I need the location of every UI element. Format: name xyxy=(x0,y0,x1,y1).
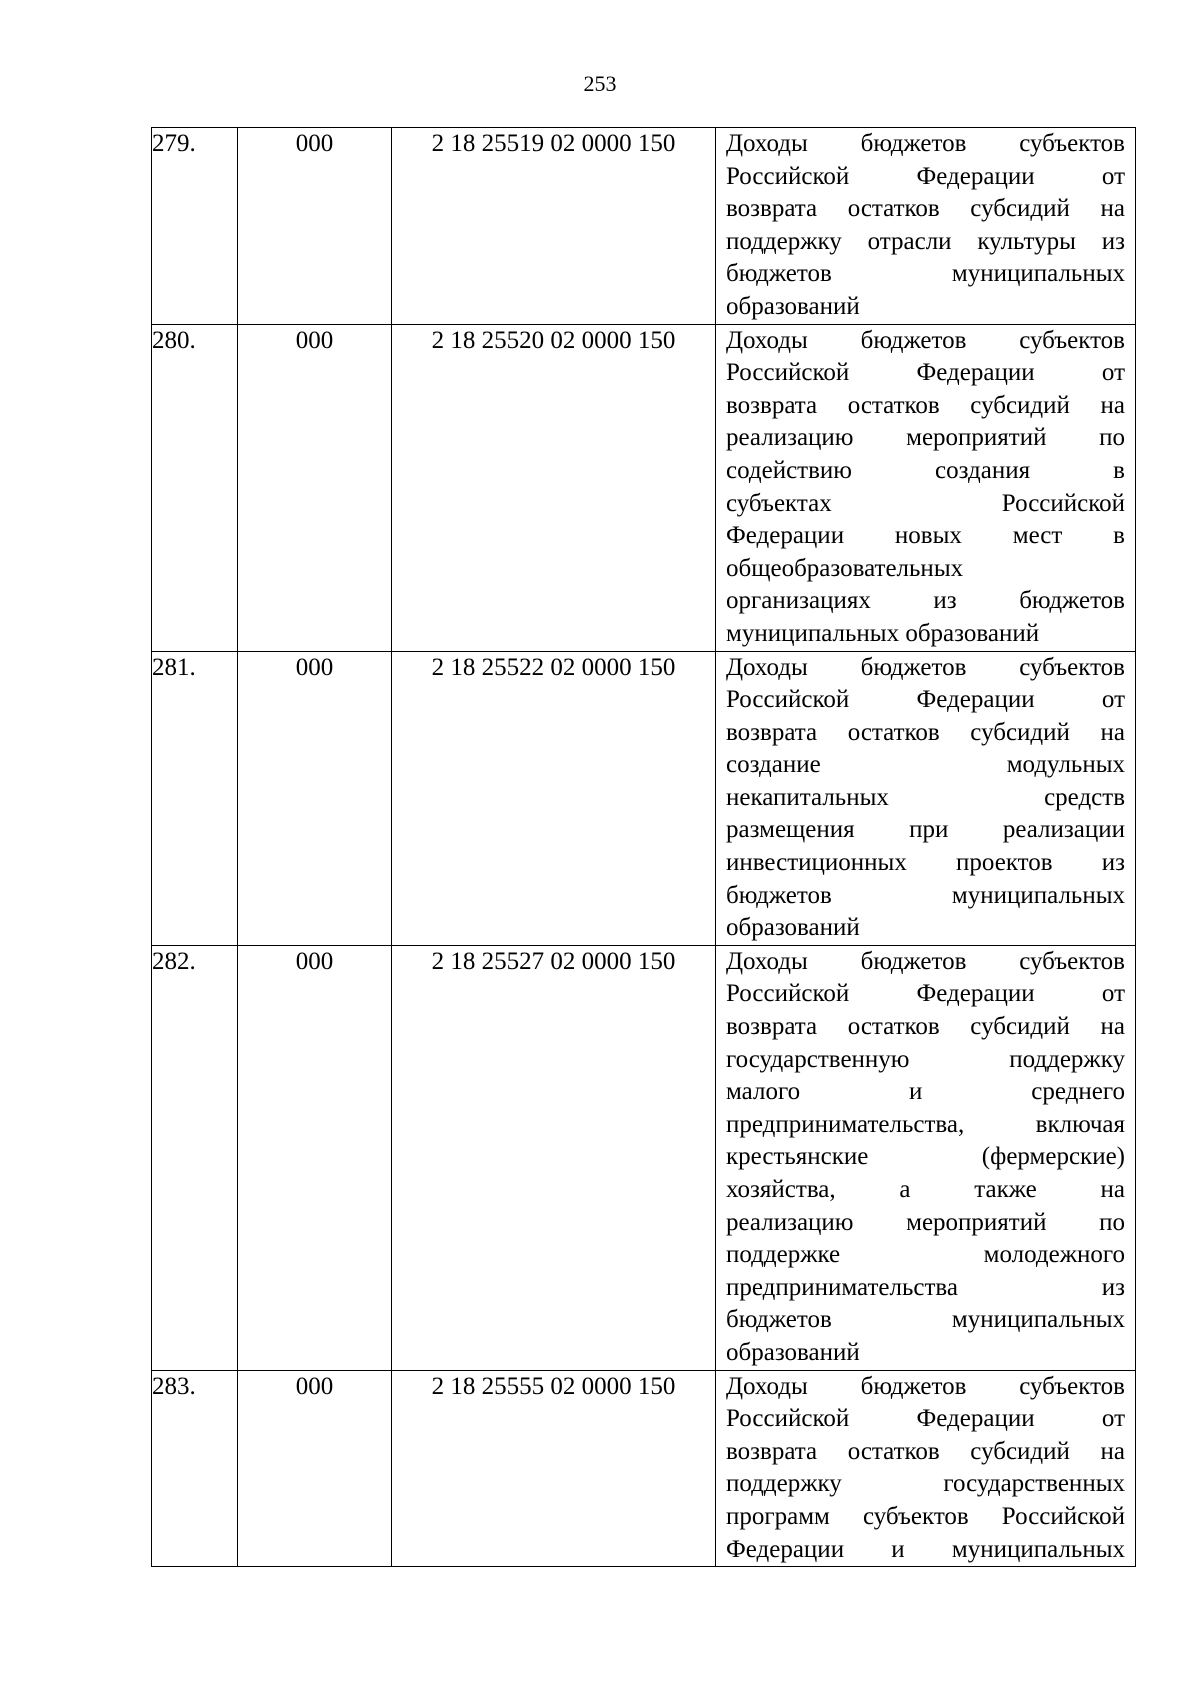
description-line: бюджетов муниципальных xyxy=(726,881,1125,909)
description-line: Доходы бюджетов субъектов xyxy=(726,326,1125,354)
description-line: предпринимательства, включая xyxy=(726,1110,1125,1138)
description-line: поддержку государственных xyxy=(726,1470,1125,1498)
description-line: Федерации и муниципальных xyxy=(726,1535,1125,1563)
description-line: размещения при реализации xyxy=(726,816,1125,844)
description-line: муниципальных образований xyxy=(726,619,1040,647)
table-row xyxy=(152,945,1136,1370)
description-line: образований xyxy=(726,1338,860,1366)
description-line: Доходы бюджетов субъектов xyxy=(726,947,1125,975)
description-line: бюджетов муниципальных xyxy=(726,260,1125,288)
page-number: 253 xyxy=(583,71,617,96)
description-line: бюджетов муниципальных xyxy=(726,1306,1125,1334)
table-row xyxy=(152,324,1136,651)
administrator-code: 000 xyxy=(238,128,392,325)
description-line: образований xyxy=(726,914,860,942)
row-number: 282. xyxy=(152,945,238,1370)
description-line: поддержке молодежного xyxy=(726,1241,1125,1269)
income-description xyxy=(716,945,1136,1370)
description-lines xyxy=(726,946,1125,1370)
row-number: 280. xyxy=(152,324,238,651)
description-line: поддержку отрасли культуры из xyxy=(726,227,1125,255)
budget-classification-code: 2 18 25555 02 0000 150 xyxy=(392,1370,716,1566)
description-lines xyxy=(726,1371,1125,1566)
description-line: субъектах Российской xyxy=(726,489,1125,517)
description-line: малого и среднего xyxy=(726,1078,1125,1106)
description-line: некапитальных средств xyxy=(726,783,1125,811)
description-line: общеобразовательных xyxy=(726,554,964,582)
description-line: возврата остатков субсидий на xyxy=(726,195,1125,223)
description-line: хозяйства, а также на xyxy=(726,1176,1125,1203)
income-description xyxy=(716,324,1136,651)
description-lines xyxy=(726,325,1125,651)
description-line: Доходы бюджетов субъектов xyxy=(726,130,1125,157)
description-line: Российской Федерации от xyxy=(726,1405,1125,1433)
description-line: инвестиционных проектов из xyxy=(726,849,1125,877)
table-row xyxy=(152,1370,1136,1566)
description-line: возврата остатков субсидий на xyxy=(726,1437,1125,1465)
income-description xyxy=(716,1370,1136,1566)
budget-classification-code: 2 18 25522 02 0000 150 xyxy=(392,651,716,945)
row-number: 279. xyxy=(152,128,238,325)
description-line: Доходы бюджетов субъектов xyxy=(726,1372,1125,1400)
administrator-code: 000 xyxy=(238,324,392,651)
row-number: 283. xyxy=(152,1370,238,1566)
budget-classification-code: 2 18 25527 02 0000 150 xyxy=(392,945,716,1370)
description-line: возврата остатков субсидий на xyxy=(726,391,1125,419)
description-line: Российской Федерации от xyxy=(726,359,1125,387)
budget-codes-table xyxy=(151,127,1136,1567)
description-line: Российской Федерации от xyxy=(726,162,1125,190)
description-line: Доходы бюджетов субъектов xyxy=(726,653,1125,681)
description-lines xyxy=(726,652,1125,945)
description-line: Российской Федерации от xyxy=(726,686,1125,714)
budget-classification-code: 2 18 25520 02 0000 150 xyxy=(392,324,716,651)
description-line: Федерации новых мест в xyxy=(726,522,1125,550)
description-line: возврата остатков субсидий на xyxy=(726,718,1125,746)
budget-classification-code: 2 18 25519 02 0000 150 xyxy=(392,128,716,325)
row-number: 281. xyxy=(152,651,238,945)
administrator-code: 000 xyxy=(238,1370,392,1566)
description-line: программ субъектов Российской xyxy=(726,1502,1125,1530)
income-description xyxy=(716,128,1136,325)
administrator-code: 000 xyxy=(238,945,392,1370)
table-row xyxy=(152,128,1136,325)
description-line: образований xyxy=(726,292,860,320)
description-line: организациях из бюджетов xyxy=(726,587,1125,615)
description-line: создание модульных xyxy=(726,751,1125,779)
table-body xyxy=(152,128,1136,1567)
description-line: предпринимательства из xyxy=(726,1273,1125,1301)
description-lines xyxy=(726,128,1125,324)
table-row xyxy=(152,651,1136,945)
description-line: крестьянские (фермерские) xyxy=(726,1143,1125,1171)
description-line: реализацию мероприятий по xyxy=(726,1208,1125,1236)
income-description xyxy=(716,651,1136,945)
description-line: содействию создания в xyxy=(726,456,1125,484)
description-line: Российской Федерации от xyxy=(726,980,1125,1008)
description-line: реализацию мероприятий по xyxy=(726,424,1125,452)
description-line: государственную поддержку xyxy=(726,1045,1125,1073)
description-line: возврата остатков субсидий на xyxy=(726,1013,1125,1041)
administrator-code: 000 xyxy=(238,651,392,945)
